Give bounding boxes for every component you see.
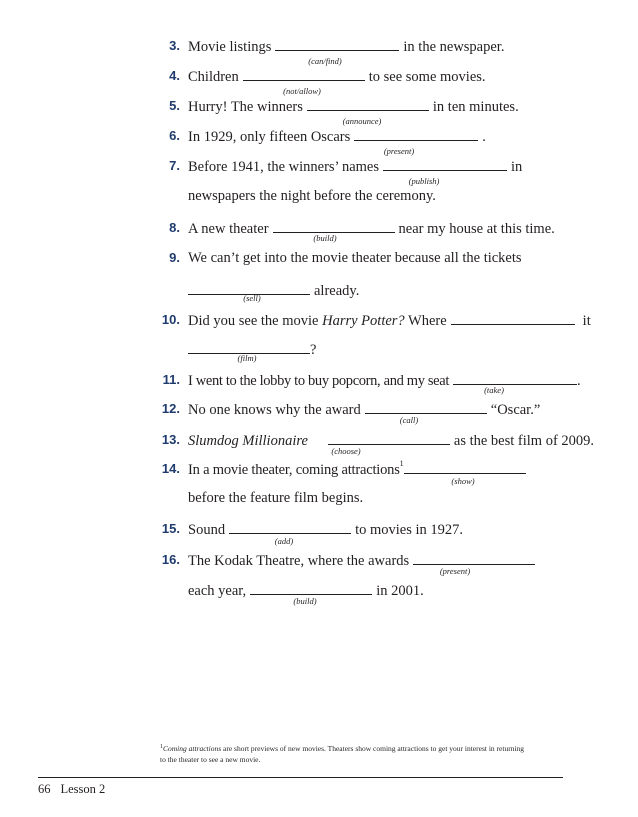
exercise-item-9: We can’t get into the movie theater because all the tickets: [188, 250, 522, 266]
answer-blank[interactable]: [354, 127, 478, 141]
exercise-item-11: [188, 371, 580, 390]
verb-hint: (take): [484, 385, 504, 395]
exercise-item-15: [188, 520, 463, 539]
answer-blank[interactable]: [365, 400, 487, 414]
item-text: Children: [188, 69, 239, 85]
answer-blank[interactable]: [273, 219, 395, 233]
item-number: 9.: [169, 250, 180, 265]
verb-hint: (show): [451, 476, 475, 486]
item-text: Hurry! The winners: [188, 99, 303, 115]
exercise-item-10: [188, 311, 591, 330]
answer-blank[interactable]: [229, 520, 351, 534]
exercise-item-14: [188, 460, 530, 479]
item-number: 4.: [169, 68, 180, 83]
answer-blank[interactable]: [413, 551, 535, 565]
item-text: in the newspaper.: [403, 39, 505, 55]
item-number: 6.: [169, 128, 180, 143]
item-text: .: [482, 129, 486, 145]
verb-hint: (film): [237, 353, 257, 363]
footnote-number: 1: [160, 744, 163, 750]
item-text: already.: [314, 283, 360, 299]
item-text: Before 1941, the winners’ names: [188, 159, 379, 175]
lesson-label: Lesson 2: [60, 782, 106, 796]
verb-hint: (present): [439, 566, 471, 576]
item-text: in 2001.: [376, 583, 424, 599]
verb-hint: (call): [399, 415, 419, 425]
item-text: to see some movies.: [368, 69, 486, 85]
item-text: A new theater: [188, 221, 269, 237]
verb-hint: (can/find): [308, 56, 342, 66]
item-number: 7.: [169, 158, 180, 173]
answer-blank[interactable]: [383, 157, 507, 171]
exercise-item-12: [188, 400, 540, 419]
answer-blank[interactable]: [275, 37, 399, 51]
page-number: 66: [38, 782, 51, 796]
answer-blank[interactable]: [453, 371, 577, 385]
item-text: No one knows why the award: [188, 402, 361, 418]
item-text: In 1929, only fifteen Oscars: [188, 129, 351, 145]
answer-blank[interactable]: [250, 581, 372, 595]
item-number: 10.: [161, 312, 180, 327]
item-text: Where: [404, 313, 447, 329]
verb-hint: (not/allow): [283, 86, 321, 96]
verb-hint: (present): [383, 146, 415, 156]
item-text: near my house at this time.: [398, 221, 555, 237]
exercise-item-5: [188, 97, 519, 116]
item-text: I went to the lobby to buy popcorn, and my seat: [188, 373, 450, 389]
footnote-text: are short previews of new movies. Theaters show coming attractions to get your interest in returning to the theater to see a new movie.: [160, 744, 525, 764]
item-text: ?: [310, 342, 317, 358]
answer-blank[interactable]: [328, 431, 450, 445]
exercise-item-4: [188, 67, 486, 86]
item-number: 11.: [162, 372, 180, 387]
item-text: .: [577, 373, 581, 389]
item-text: as the best film of 2009.: [453, 433, 595, 449]
exercise-item-3: [188, 37, 504, 56]
item-text: in ten minutes.: [432, 99, 519, 115]
exercise-item-6: [188, 127, 486, 146]
item-text: it: [582, 313, 591, 329]
footnote-term: Coming attractions: [163, 744, 222, 753]
item-number: 8.: [169, 220, 180, 235]
footnote-marker[interactable]: 1: [399, 459, 404, 468]
verb-hint: (choose): [331, 446, 361, 456]
item-text: each year,: [188, 583, 247, 599]
item-text: to movies in 1927.: [355, 522, 464, 538]
item-text: The Kodak Theatre, where the awards: [188, 553, 410, 569]
item-continuation: [188, 281, 359, 300]
exercise-item-8: [188, 219, 555, 238]
verb-hint: (announce): [342, 116, 382, 126]
answer-blank[interactable]: [307, 97, 429, 111]
item-text: In a movie theater, coming attractions: [188, 462, 400, 478]
item-number: 12.: [161, 401, 180, 416]
item-number: 5.: [169, 98, 180, 113]
answer-blank[interactable]: [451, 311, 575, 325]
verb-hint: (publish): [408, 176, 440, 186]
answer-blank[interactable]: [243, 67, 365, 81]
page-folio: [38, 781, 105, 797]
item-text: in: [511, 159, 523, 175]
footnote: [160, 743, 530, 765]
answer-blank[interactable]: [188, 340, 310, 354]
item-text: “Oscar.”: [490, 402, 541, 418]
exercise-item-16: [188, 551, 539, 570]
item-continuation: newspapers the night before the ceremony.: [188, 188, 436, 204]
item-continuation: before the feature film begins.: [188, 490, 364, 506]
item-text: Did you see the movie: [188, 313, 319, 329]
exercise-item-13: [188, 431, 594, 450]
movie-title: Slumdog Millionaire: [188, 433, 308, 449]
item-number: 3.: [169, 38, 180, 53]
page-rule: [38, 777, 563, 778]
item-number: 16.: [161, 552, 180, 567]
verb-hint: (add): [274, 536, 294, 546]
item-text: Movie listings: [188, 39, 272, 55]
answer-blank[interactable]: [404, 460, 526, 474]
verb-hint: (build): [293, 596, 317, 606]
verb-hint: (sell): [243, 293, 261, 303]
exercise-item-7: [188, 157, 522, 176]
item-number: 15.: [161, 521, 180, 536]
item-number: 14.: [161, 461, 180, 476]
item-text: Sound: [188, 522, 226, 538]
item-number: 13.: [161, 432, 180, 447]
verb-hint: (build): [313, 233, 337, 243]
movie-title: Harry Potter?: [322, 313, 405, 329]
